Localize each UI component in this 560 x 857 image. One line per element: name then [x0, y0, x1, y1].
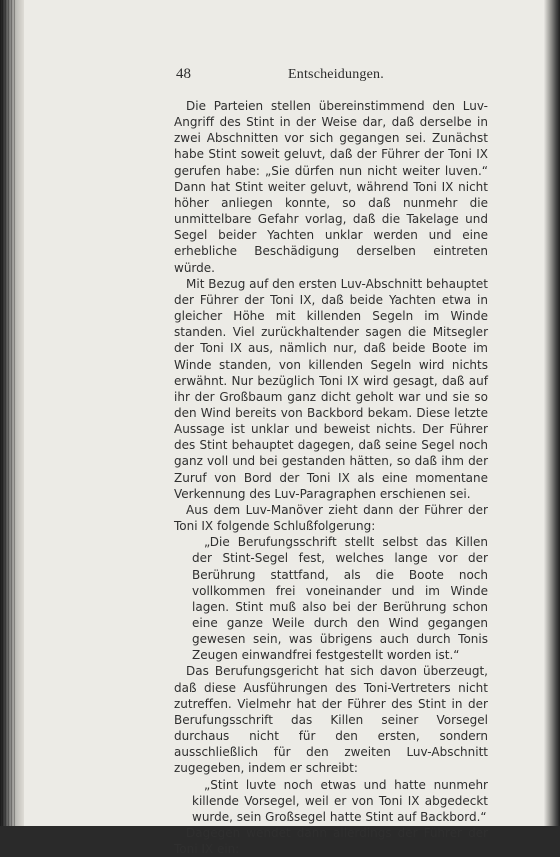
paragraph: Mit Bezug auf den ersten Luv-Abschnitt behauptet der Führer der Toni IX, daß beide Yachten etwa in gleicher Höhe mit killenden Segeln im Winde standen. Viel zurückhaltender sagen die Mitsegler der Toni IX aus, nämlich nur, daß beide Boote im Winde standen, von killenden Segeln wird nichts erwähnt. Nur bezüglich Toni IX wird gesagt, daß auf ihr der Großbaum ganz dicht geholt war und sie so den Wind bereits von Backbord bekam. Diese letzte Aussage ist unklar und beweist nichts. Der Führer des Stint behauptet dagegen, daß seine Segel noch ganz voll und bei gestanden hätten, so daß ihm der Zuruf von Bord der Toni IX als eine momentane Verkennung des Luv-Paragraphen erschienen sei.: [174, 276, 488, 501]
page-edge-shadow: [544, 0, 560, 826]
paragraph: Das Berufungsgericht hat sich davon überzeugt, daß diese Ausführungen des Toni-Vertreters nicht zutreffen. Vielmehr hat der Führer des Stint in der Berufungsschrift das Killen seiner Vorsegel durchaus nicht für den ersten, sondern ausschließlich für den zweiten Luv-Abschnitt zugegeben, indem er schreibt:: [174, 664, 488, 776]
block-quote: „Stint luvte noch etwas und hatte nunmehr killende Vorsegel, weil er von Toni IX abgedeckt wurde, sein Großsegel hatte Stint auf Backbord.“: [192, 777, 488, 824]
paragraph: Die Parteien stellen übereinstimmend den Luv-Angriff des Stint in der Weise dar, daß derselbe in zwei Abschnitten vor sich gegangen sei. Zunächst habe Stint soweit geluvt, daß der Führer der Toni IX gerufen habe: „Sie dürfen nun nicht weiter luven.“ Dann hat Stint weiter geluvt, während Toni IX nicht höher anliegen konnte, so daß nunmehr die unmittelbare Gefahr vorlag, daß die Takelage und Segel beider Yachten unklar werden und eine erhebliche Beschädigung derselben eintreten würde.: [174, 99, 488, 275]
running-header: [176, 66, 446, 86]
book-spine-shadow: [0, 0, 24, 826]
body-text: [174, 98, 488, 857]
page-number: 48: [176, 66, 191, 82]
paragraph: Dagegen wendet dann allerdings der Führer der Toni IX ein:: [174, 826, 488, 857]
block-quote: „Die Berufungsschrift stellt selbst das Killen der Stint-Segel fest, welches lange vor der Berührung stattfand, als die Boote noch vollkommen frei voneinander und im Winde lagen. Stint muß also bei der Berührung schon eine ganze Weile durch den Wind gegangen gewesen sein, was übrigens auch durch Tonis Zeugen einwandfrei festgestellt worden ist.“: [192, 535, 488, 663]
spine-page-edges: [2, 0, 16, 826]
paragraph: Aus dem Luv-Manöver zieht dann der Führer der Toni IX folgende Schlußfolgerung:: [174, 502, 488, 534]
running-title: Entscheidungen.: [288, 67, 384, 82]
